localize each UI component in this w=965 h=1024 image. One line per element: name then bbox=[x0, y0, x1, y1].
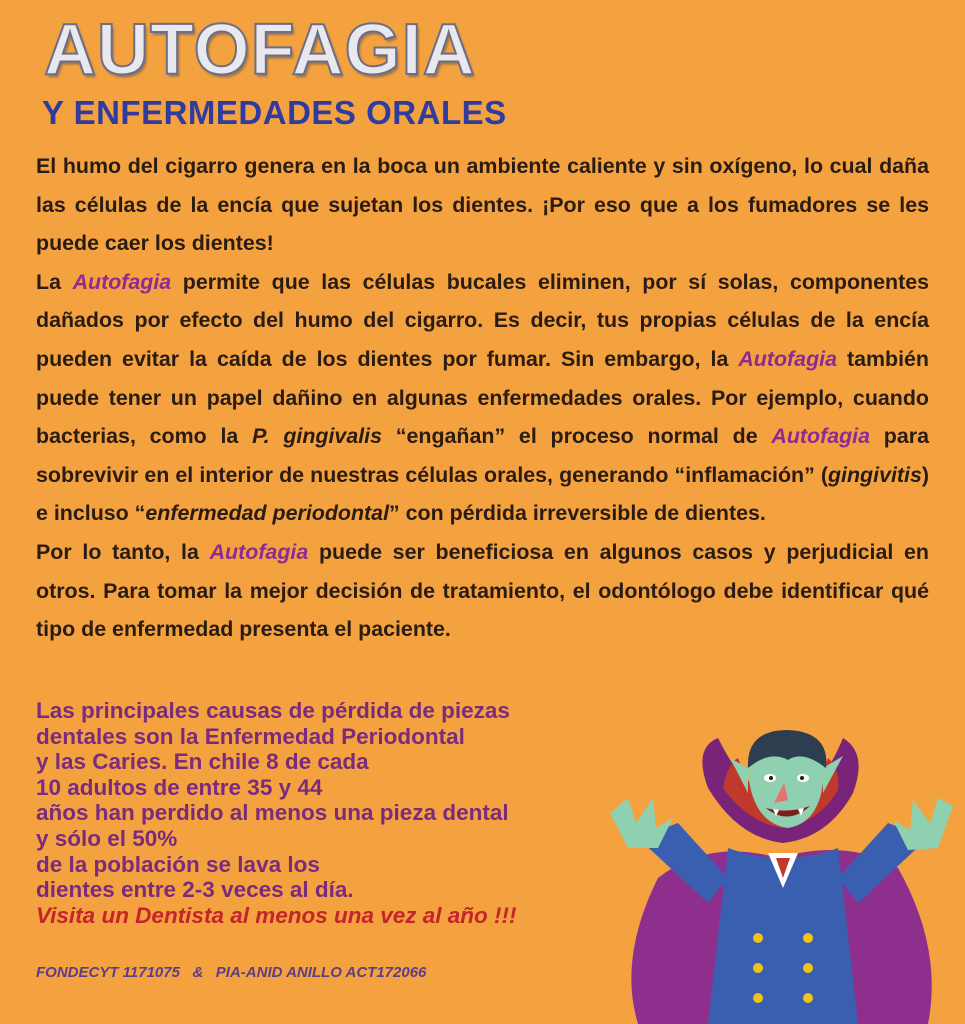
causes-line: y sólo el 50% bbox=[36, 825, 178, 851]
causes-line: años han perdido al menos una pieza dental bbox=[36, 800, 509, 826]
paragraph-smoke-effects: El humo del cigarro genera en la boca un ambiente caliente y sin oxígeno, lo cual daña las células de la encía que sujetan los dientes. ¡Por eso que a los fumadores se les puede caer los dientes! bbox=[36, 154, 929, 256]
paragraph-conclusion bbox=[36, 533, 929, 649]
funding-credits: FONDECYT 1171075 & PIA-ANID ANILLO ACT172066 bbox=[36, 964, 427, 981]
keyword-autofagia: Autofagia bbox=[72, 269, 172, 294]
causes-line: Las principales causas de pérdida de piezas bbox=[36, 698, 510, 723]
vampire-icon bbox=[598, 728, 965, 1024]
causes-line: y las Caries. En chile 8 de cada bbox=[36, 749, 369, 775]
text-run: ” con pérdida irreversible de dientes. bbox=[389, 501, 766, 526]
keyword-autofagia: Autofagia bbox=[771, 424, 871, 449]
paragraph-autophagy-role bbox=[36, 263, 929, 533]
species-name: P. gingivalis bbox=[252, 424, 383, 449]
page-title: AUTOFAGIA bbox=[44, 10, 476, 90]
text-run: permite que las células bucales eliminen, por sí solas, componentes dañados por efecto del humo del cigarro. Es decir, tus propias células de la encía pueden evitar la caída de los dientes por fumar. Sin embargo, la bbox=[36, 269, 930, 371]
term-periodontal: enfermedad periodontal bbox=[145, 501, 390, 526]
causes-line: de la población se lava los bbox=[36, 851, 320, 877]
main-article bbox=[36, 147, 929, 649]
text-run: puede ser beneficiosa en algunos casos y perjudicial en otros. Para tomar la mejor decisión de tratamiento, el odontólogo debe identificar qué tipo de enfermedad presenta el paciente. bbox=[36, 539, 929, 642]
causes-line: dentales son la Enfermedad Periodontal bbox=[36, 723, 465, 749]
text-run: La bbox=[36, 269, 73, 294]
page-subtitle: Y ENFERMEDADES ORALES bbox=[42, 94, 507, 131]
causes-line: dientes entre 2-3 veces al día. bbox=[36, 877, 354, 903]
text-run: Por lo tanto, la bbox=[36, 539, 210, 564]
text-run: “engañan” el proceso normal de bbox=[382, 424, 772, 449]
text-run: para sobrevivir en el interior de nuestras células orales, generando “inflamación” ( bbox=[36, 424, 929, 487]
text-run: ) e incluso “ bbox=[36, 462, 929, 526]
causes-box bbox=[36, 698, 596, 928]
causes-line: 10 adultos de entre 35 y 44 bbox=[36, 774, 323, 800]
keyword-autofagia: Autofagia bbox=[738, 346, 837, 371]
keyword-autofagia: Autofagia bbox=[209, 539, 309, 564]
text-run: también puede tener un papel dañino en algunas enfermedades orales. Por ejemplo, cuando bacterias, como la bbox=[36, 346, 929, 449]
call-to-action: Visita un Dentista al menos una vez al año !!! bbox=[36, 902, 517, 928]
term-gingivitis: gingivitis bbox=[827, 462, 922, 487]
